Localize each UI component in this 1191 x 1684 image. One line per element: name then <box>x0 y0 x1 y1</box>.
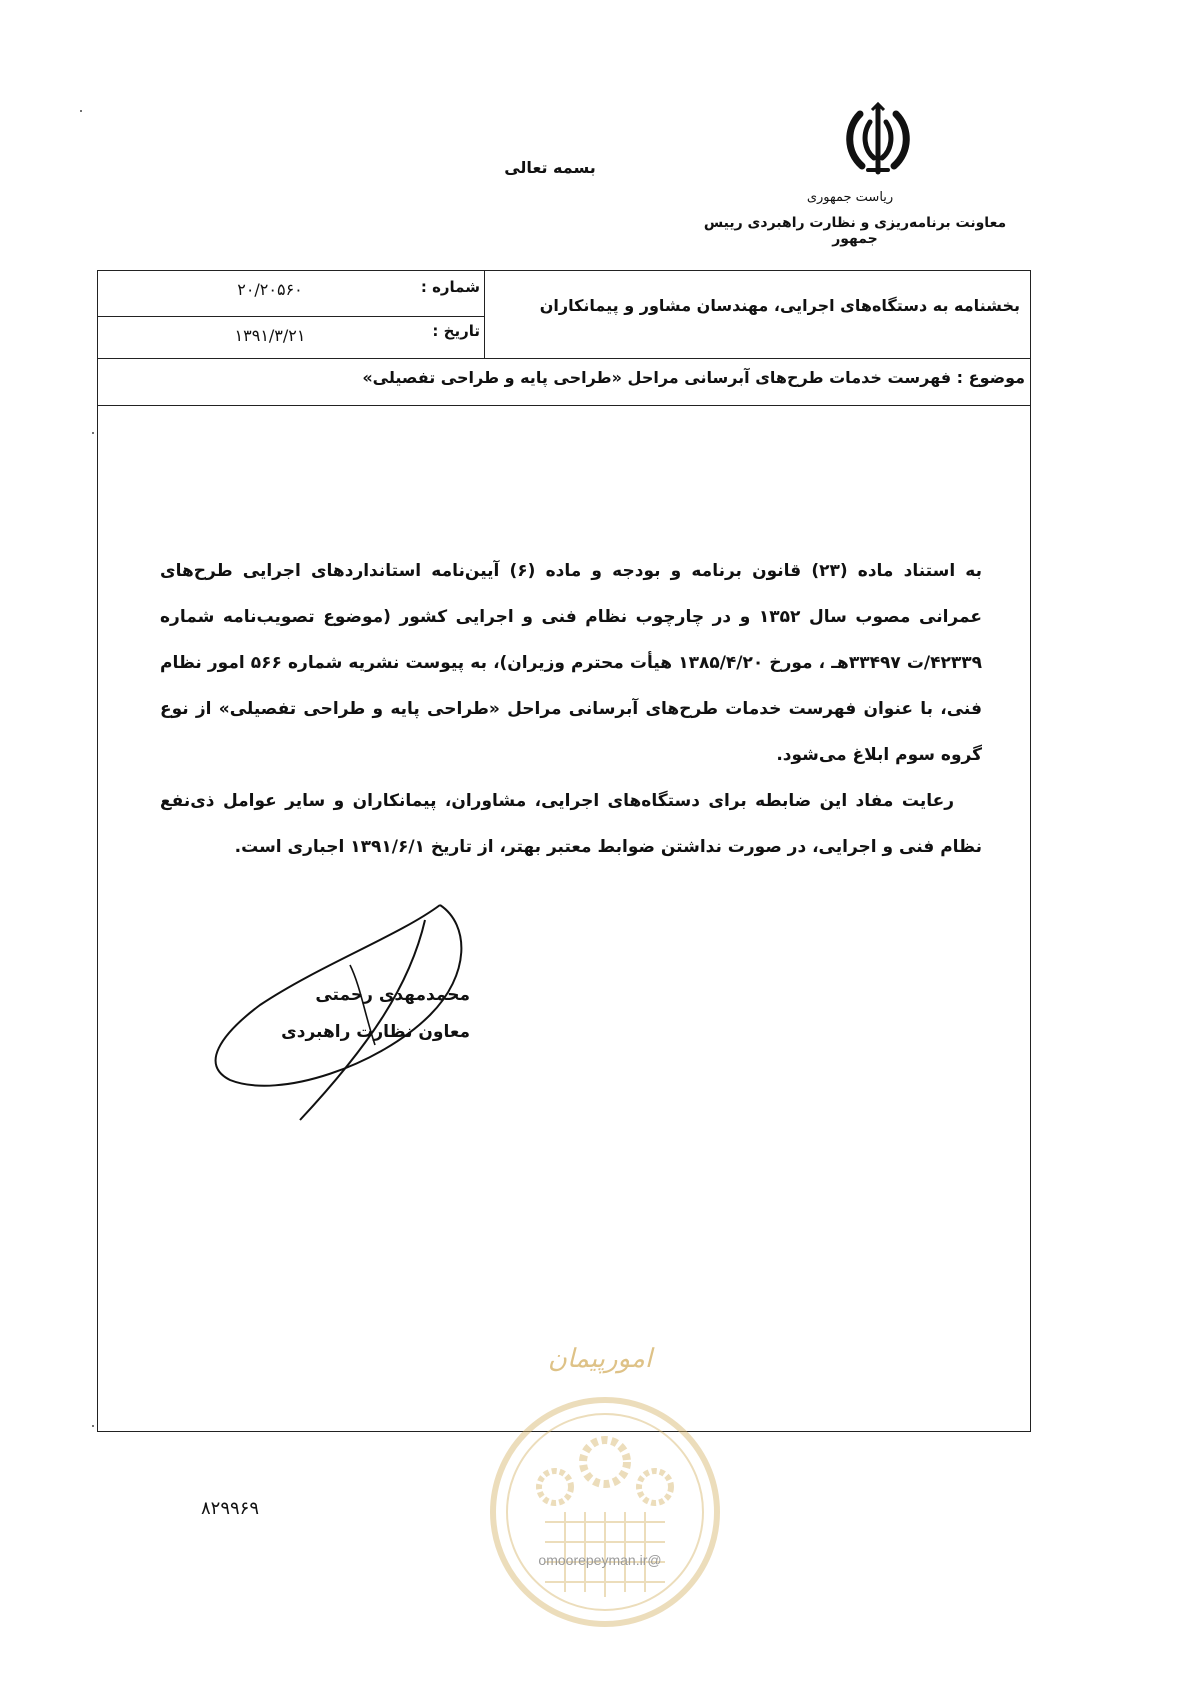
number-label: شماره : <box>420 278 480 296</box>
scan-mark <box>92 432 94 434</box>
watermark-logo-text: امورپیمان <box>547 1344 653 1374</box>
body-paragraph-1: به استناد ماده (۲۳) قانون برنامه و بودجه و ماده (۶) آیین‌نامه استانداردهای اجرایی طرح‌های عمرانی مصوب سال ۱۳۵۲ و در چارچوب نظام فنی و اجرایی کشور (موضوع تصویب‌نامه شماره ۴۲۳۳۹/ت ۳۳۴۹۷هـ ، مورخ ۱۳۸۵/۴/۲۰ هیأت محترم وزیران)، به پیوست نشریه شماره ۵۶۶ امور نظام فنی، با عنوان فهرست خدمات طرح‌های آبرسانی مراحل «طراحی پایه و طراحی تفصیلی» از نوع گروه سوم ابلاغ می‌شود. <box>160 561 983 765</box>
website-watermark: @omoorepeyman.ir <box>538 1552 662 1568</box>
box-divider <box>97 316 484 317</box>
letter-body <box>160 548 982 870</box>
organization-subunit: معاونت برنامه‌ریزی و نظارت راهبردی رییس جمهور <box>703 215 1007 247</box>
organization-name: ریاست جمهوری <box>806 190 894 205</box>
subject-line: موضوع : فهرست خدمات طرح‌های آبرسانی مراحل «طراحی پایه و طراحی تفصیلی» <box>362 368 1025 387</box>
basmala-heading: بسمه تعالی <box>504 158 596 177</box>
document-code: ۸۲۹۹۶۹ <box>200 1498 259 1519</box>
number-value: ۲۰/۲۰۵۶۰ <box>237 280 303 299</box>
scan-mark <box>92 1425 94 1427</box>
date-value: ۱۳۹۱/۳/۲۱ <box>234 326 306 345</box>
box-divider <box>484 270 485 358</box>
body-paragraph-2: رعایت مفاد این ضابطه برای دستگاه‌های اجرایی، مشاوران، پیمانکاران و سایر عوامل ذی‌نفع نظام فنی و اجرایی، در صورت نداشتن ضوابط معتبر بهتر، از تاریخ ۱۳۹۱/۶/۱ اجباری است. <box>160 791 982 857</box>
box-divider <box>97 358 1031 359</box>
date-label: تاریخ : <box>432 322 480 340</box>
watermark-logo <box>485 1392 725 1632</box>
iran-emblem-icon <box>838 100 918 180</box>
recipients-line: بخشنامه به دستگاه‌های اجرایی، مهندسان مشاور و پیمانکاران <box>539 296 1020 315</box>
signatory-name: محمدمهدی رحمتی <box>315 985 470 1005</box>
signatory-title: معاون نظارت راهبردی <box>281 1022 470 1042</box>
scan-mark <box>80 110 82 112</box>
